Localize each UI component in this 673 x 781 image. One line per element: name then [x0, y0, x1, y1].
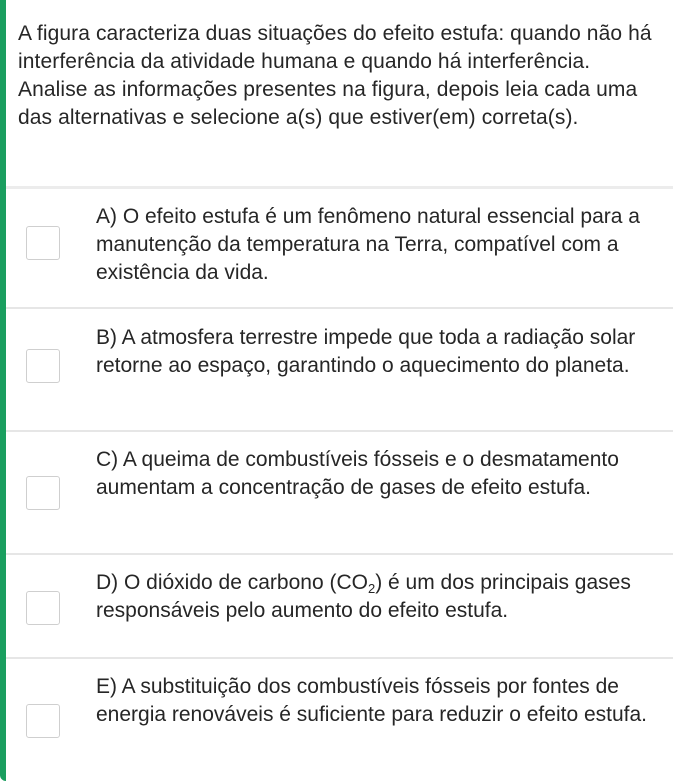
option-a-text: A) O efeito estufa é um fenômeno natural essencial para a manutenção da temperatura na Terra, compatível com a existência da vida.	[96, 205, 640, 284]
option-e-text: E) A substituição dos combustíveis fósseis por fontes de energia renováveis é suficiente para reduzir o efeito estufa.	[96, 675, 647, 726]
option-b-checkbox[interactable]	[26, 349, 60, 383]
option-e-checkbox[interactable]	[26, 704, 60, 738]
question-text: A figura caracteriza duas situações do efeito estufa: quando não há interferência da atividade humana e quando há interferência. Analise as informações presentes na figura, depois leia cada uma das alternativas e selecione a(s) que estiver(em) correta(s).	[18, 22, 652, 129]
option-divider	[6, 657, 673, 659]
co2-subscript: 2	[367, 581, 376, 596]
option-d-checkbox[interactable]	[26, 591, 60, 625]
option-d-text-start: D) O dióxido de carbono (CO	[96, 571, 368, 594]
option-divider	[6, 307, 673, 309]
option-d-text	[96, 569, 666, 625]
question-divider	[6, 186, 673, 189]
option-c-text: C) A queima de combustíveis fósseis e o desmatamento aumentam a concentração de gases de efeito estufa.	[96, 448, 619, 499]
option-divider	[6, 553, 673, 555]
option-b-text: B) A atmosfera terrestre impede que toda a radiação solar retorne ao espaço, garantindo o aquecimento do planeta.	[96, 326, 636, 377]
option-divider	[6, 430, 673, 432]
option-d-text-end: ) é um dos principais gases responsáveis pelo aumento do efeito estufa.	[96, 571, 631, 622]
question-card	[6, 0, 673, 781]
option-a-checkbox[interactable]	[26, 226, 60, 260]
option-c-checkbox[interactable]	[26, 476, 60, 510]
